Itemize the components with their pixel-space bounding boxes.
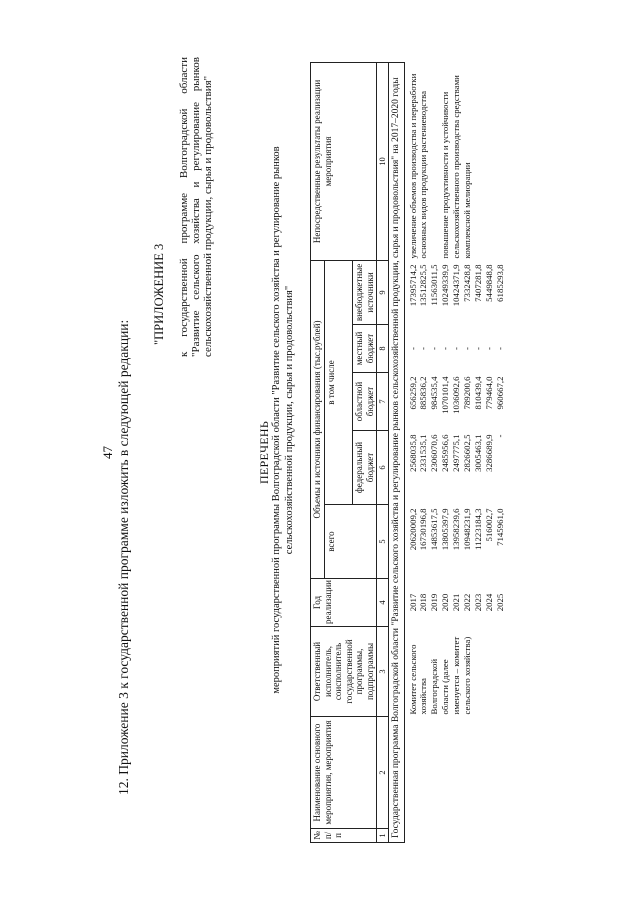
header-regional: областной бюджет <box>353 373 377 431</box>
page-number: 47 <box>100 446 115 459</box>
measures-table <box>310 62 509 843</box>
header-year: Год реализации <box>311 579 377 627</box>
col-number: 2 <box>377 717 389 829</box>
total-cell: 13805397,9 <box>440 508 451 551</box>
total-cell: 20620009,2 <box>407 508 418 551</box>
column-number-row <box>377 62 389 842</box>
regional-cell: 984535,4 <box>429 376 440 410</box>
header-executor: Ответственный исполнитель, соисполнитель государственной программы, подпрограммы <box>311 627 377 717</box>
offbudget-cell: 6185293,8 <box>494 264 505 302</box>
appendix-title: "ПРИЛОЖЕНИЕ 3 <box>152 243 166 345</box>
year-cell: 2021 <box>451 593 462 612</box>
header-federal: федеральный бюджет <box>353 431 377 505</box>
header-offbudget: внебюджетные источники <box>353 260 377 324</box>
header-total: всего <box>324 505 377 579</box>
header-local: местный бюджет <box>353 325 377 373</box>
header-results: Непосредственные результаты реализации мероприятия <box>311 62 377 260</box>
offbudget-cell: 7332428,8 <box>462 264 473 302</box>
offbudget-cell: 17395714,2 <box>407 264 418 307</box>
section-title: Государственная программа Волгоградской области "Развитие сельского хозяйства и регулирование рынков сельскохозяйственной продукции, сырья и продовольствия" на 2017–2020 годы <box>388 62 404 842</box>
appendix-subtitle: к государственной программе Волгоградской области "Развитие сельского хозяйства и регулирование рынков сельскохозяйственной продукции, сырья и продовольствия" <box>178 57 215 357</box>
header-name: Наименование основного мероприятия, мероприятия <box>311 717 377 829</box>
total-cell: 16730196,8 <box>418 508 429 551</box>
total-cell: 516002,7 <box>483 508 494 542</box>
federal-cell: 3005463,1 <box>472 434 483 472</box>
table-header-row <box>311 62 325 842</box>
local-cell: - <box>483 347 494 350</box>
executor-cell: Комитет сельского хозяйства Волгоградской области (далее именуется – комитет сельского хозяйства) <box>407 636 473 715</box>
amendment-heading: 12. Приложение 3 к государственной программе изложить в следующей редакции: <box>116 319 131 795</box>
regional-cell: 779464,0 <box>483 376 494 410</box>
federal-cell: 3286689,9 <box>483 434 494 472</box>
result-text: увеличение объемов производства и переработки основных видов продукции растениеводства <box>407 73 429 259</box>
total-cell: 10948231,9 <box>462 508 473 551</box>
col-number: 3 <box>377 627 389 717</box>
total-cell: 14853617,5 <box>429 508 440 551</box>
total-cell: 13958239,6 <box>451 508 462 551</box>
section-row <box>388 62 404 842</box>
year-cell: 2017 <box>407 593 418 612</box>
header-incl: в том числе <box>324 260 353 504</box>
col-number: 1 <box>377 829 389 843</box>
total-column <box>404 505 509 579</box>
year-column <box>404 579 509 627</box>
federal-cell: 2568035,8 <box>407 434 418 472</box>
offbudget-cell: 5449848,8 <box>483 264 494 302</box>
federal-cell: 2306070,6 <box>429 434 440 472</box>
year-cell: 2018 <box>418 593 429 612</box>
total-cell: 7145961,0 <box>494 508 505 546</box>
federal-cell: 2331535,1 <box>418 434 429 472</box>
local-cell: - <box>429 347 440 350</box>
regional-cell: 789200,6 <box>462 376 473 410</box>
regional-cell: 656259,2 <box>407 376 418 410</box>
regional-cell: 1036092,6 <box>451 376 462 414</box>
list-title: ПЕРЕЧЕНЬ <box>257 420 271 485</box>
local-cell: - <box>407 347 418 350</box>
federal-cell: 2485956,6 <box>440 434 451 472</box>
offbudget-column <box>404 260 509 324</box>
regional-cell: 810439,4 <box>472 376 483 410</box>
col-number: 4 <box>377 579 389 627</box>
year-cell: 2019 <box>429 593 440 612</box>
federal-cell: - <box>494 434 505 438</box>
list-subtitle: мероприятий государственной программы Волгоградской области "Развитие сельского хозяйства и регулирование рынков сельскохозяйственной продукции, сырья и продовольствия" <box>271 146 295 694</box>
results-column <box>404 62 509 260</box>
local-cell: - <box>418 347 429 350</box>
offbudget-cell: 7407281,8 <box>472 264 483 302</box>
table-data-block <box>404 62 509 842</box>
year-cell: 2023 <box>472 593 483 612</box>
header-num: № п/п <box>311 829 377 843</box>
regional-cell: 1070101,4 <box>440 376 451 414</box>
col-number: 7 <box>377 373 389 431</box>
col-number: 8 <box>377 325 389 373</box>
local-cell: - <box>472 347 483 350</box>
year-cell: 2025 <box>494 593 505 612</box>
local-cell: - <box>462 347 473 350</box>
year-cell: 2024 <box>483 593 494 612</box>
col-number: 6 <box>377 431 389 505</box>
federal-cell: 2497775,1 <box>451 434 462 472</box>
total-cell: 11223184,3 <box>472 508 483 550</box>
col-number: 9 <box>377 260 389 324</box>
col-number: 5 <box>377 505 389 579</box>
regional-cell: 960667,2 <box>494 376 505 410</box>
header-funding: Объемы и источники финансирования (тыс.рублей) <box>311 260 325 578</box>
offbudget-cell: 10424371,9 <box>451 264 462 307</box>
local-cell: - <box>451 347 462 350</box>
regional-column <box>404 373 509 431</box>
local-column <box>404 325 509 373</box>
col-number: 10 <box>377 62 389 260</box>
local-cell: - <box>440 347 451 350</box>
federal-column <box>404 431 509 505</box>
federal-cell: 2826602,5 <box>462 434 473 472</box>
offbudget-cell: 13512825,5 <box>418 264 429 307</box>
regional-cell: 885836,2 <box>418 376 429 410</box>
year-cell: 2020 <box>440 593 451 612</box>
result-text: повышение продуктивности и устойчивости сельскохозяйственного производства средствами комплексной мелиорации <box>440 75 473 259</box>
local-cell: - <box>494 347 505 350</box>
offbudget-cell: 11563011,5 <box>429 264 440 306</box>
year-cell: 2022 <box>462 593 473 612</box>
offbudget-cell: 10249339,9 <box>440 264 451 307</box>
